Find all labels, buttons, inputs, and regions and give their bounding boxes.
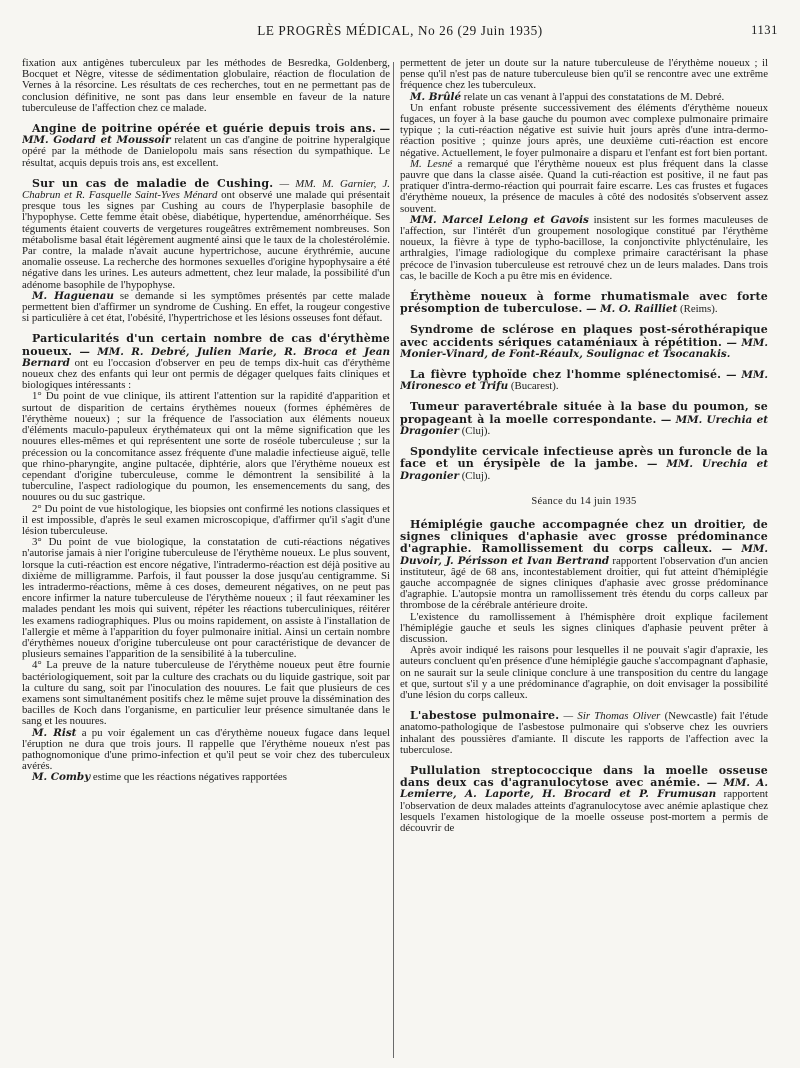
article-hemiplegie	[400, 519, 768, 701]
article-angine	[22, 123, 390, 169]
article-spondylite	[400, 446, 768, 482]
article-place: (Cluj).	[459, 424, 491, 437]
article-authors: — MM. M. Garnier, J. Chabrun et R. Fasquelle Saint-Yves Ménard	[22, 177, 390, 202]
discussion-text: relate un cas venant à l'appui des constatations de M. Debré.	[461, 90, 725, 103]
discussant-name: MM. Marcel Lelong et Gavois	[410, 213, 589, 226]
article-place: (Reims).	[677, 303, 718, 316]
discussant-name: M. Haguenau	[32, 289, 114, 302]
right-column	[400, 58, 768, 1060]
article-text: ont observé une malade qui présentait presque tous les signes par Cushing au cours de l'hyperplasie basophile de l'hypophyse. Cette femme était obèse, diabétique, hypertendue, aménorrhéique. Ses téguments étaient couverts de vergetures rougeâtres extrêmement nombreuses. Son métabolisme basal était légèrement augmenté ainsi que le taux de la cholestérolémie. Par contre, la malade n'avait aucune hypertrichose, aucune érythrémie, aucune anomalie osseuse. La recherche des hormones sexuelles d'origine hypophysaire a été négative dans les urines. Les auteurs admettent, chez leur malade, la possibilité d'un adénome basophile de l'hypophyse.	[22, 189, 390, 291]
article-text: rapportent l'observation d'un ancien instituteur, âgé de 68 ans, incontestablement droitier, qui fut atteint d'hémiplégie gauche accompagnée de signes cliniques d'aphasie avec grosse prédominance d'agraphie. L'autopsie montra un ramollissement très étendu du corps calleux par thrombose de la cérébrale antérieure droite.	[400, 554, 768, 612]
article-authors: — MM. Godard et Moussoir	[22, 123, 390, 147]
article-typhoide	[400, 369, 768, 392]
article-pullulation	[400, 765, 768, 834]
discussant-name: M. Rist	[32, 726, 77, 739]
article-place: (Cluj).	[459, 469, 491, 482]
article-erytheme-noueux	[22, 333, 390, 783]
article-erytheme-rhumatismal	[400, 291, 768, 315]
continued-paragraph: permettent de jeter un doute sur la nature tuberculeuse de l'érythème noueux ; il pense qu'il n'est pas de nature tuberculeuse bien qu'il se rencontre avec une extrême fréquence chez les tuberculeux.	[400, 58, 768, 92]
article-title: Syndrome de sclérose en plaques post-sérothérapique avec accidents sériques cataméniaux à répétition.	[400, 323, 768, 349]
article-title: Angine de poitrine opérée et guérie depuis trois ans.	[32, 122, 376, 136]
discussion-text: a pu voir également un cas d'érythème noueux fugace dans lequel l'éruption ne dura que trois jours. Il rappelle que l'érythème noueux n'est pas pathognomonique d'une primo-infection et qu'il peut se voir chez des tuberculeux avérés.	[22, 726, 390, 773]
article-authors: — MM. Duvoir, J. Périsson et Ivan Bertrand	[400, 543, 768, 567]
article-title: Hémiplégie gauche accompagnée chez un droitier, de signes cliniques d'aphasie avec grosse prédominance d'agraphie. Ramollissement du corps calleux.	[400, 517, 768, 556]
running-title: LE PROGRÈS MÉDICAL, No 26 (29 Juin 1935)	[257, 23, 543, 38]
point-bacteriologique: 4° La preuve de la nature tuberculeuse de l'érythème noueux peut être fournie bactériologiquement, soit par la culture des crachats ou du liquide gastrique, soit par la culture du sang, soit par l'inoculation des nouures. Le fait que plusieurs de ces examens sont simultanément positifs chez le même sujet prouve la dissémination des bacilles de Koch dans l'organisme, en particulier leur présence simultanée dans le sang et les nouures.	[22, 659, 390, 728]
point-biologique: 3° Du point de vue biologique, la constatation de cuti-réactions négatives n'autorise jamais à nier l'origine tuberculeuse de l'érythème noueux. Le plus souvent, lorsque la cuti-réaction est encore négative, l'intradermo-réaction est déjà positive au dixième de milligramme. Parfois, il faut pousser la dose jusqu'au centigramme. Si les intradermo-réactions, même à ces doses, demeurent négatives, on ne peut pas encore infirmer la nature tuberculeuse de l'érythème noueux ; il faut réexaminer les malades pendant les mois qui suivent, répéter les réactions tuberculiniques, réitérer les examens radiographiques. Plus ou moins rapidement, on assiste à l'installation de l'allergie et même à l'apparition du foyer pulmonaire initial. Ainsi un certain nombre d'érythèmes noueux d'origine tuberculeuse ont pour caractéristique de devancer de plusieurs semaines l'apparition de la sensibilité à la tuberculine.	[22, 536, 390, 661]
article-authors: — M. O. Railliet	[582, 303, 678, 316]
article-title: Spondylite cervicale infectieuse après un furoncle de la face et un érysipèle de la jambe.	[400, 445, 768, 471]
discussant-name: M. Comby	[32, 771, 91, 784]
page-number: 1131	[751, 23, 778, 37]
article-paragraph: Après avoir indiqué les raisons pour lesquelles il ne pouvait s'agir d'apraxie, les auteurs concluent qu'en présence d'une hémiplégie gauche s'accompagnant d'aphasie, on ne saurait sur la seule clinique conclure à une transposition du centre du langage et que, surtout s'il y a une prédominance d'agraphie, on doit envisager la possibilité d'une lésion du corps calleux.	[400, 644, 768, 701]
article-title: Sur un cas de maladie de Cushing.	[32, 176, 274, 190]
article-title: Érythème noueux à forme rhumatismale avec forte présomption de tuberculose.	[400, 290, 768, 316]
article-title: L'abestose pulmonaire.	[410, 709, 560, 723]
page-header	[22, 20, 778, 42]
article-place: (Bucarest).	[508, 380, 559, 393]
article-authors: — Sir Thomas Oliver	[559, 710, 661, 723]
article-title: La fièvre typhoïde chez l'homme splénectomisé.	[410, 368, 722, 382]
article-text: rapportent l'observation de deux malades atteints d'agranulocytose avec anémie aplastique chez lesquels l'examen histologique de la moelle osseuse post-mortem a permis de découvrir de	[400, 788, 768, 834]
article-authors: — MM. Monier-Vinard, de Font-Réaulx, Soulignac et Tsocanakis.	[400, 336, 768, 360]
column-divider	[393, 62, 394, 1058]
article-asbestose	[400, 710, 768, 756]
discussant-name: M. Brûlé	[410, 90, 462, 103]
continued-paragraph: fixation aux antigènes tuberculeux par les méthodes de Besredka, Goldenberg, Bocquet et Nègre, vitesse de sédimentation globulaire, réaction de floculation de Vernes à la résorcine. Les résultats de ces recherches, tout en ne permettant pas de conclusion définitive, ne sont pas dans leur ensemble en faveur de la nature tuberculeuse de l'affection chez ce malade.	[22, 58, 390, 114]
article-paragraph: L'existence du ramollissement à l'hémisphère droit explique facilement l'hémiplégie gauche et seuls les signes cliniques d'aphasie peuvent prêter à discussion.	[400, 610, 768, 645]
article-cushing	[22, 178, 390, 325]
article-text: relatent un cas d'angine de poitrine hyperalgique opéré par la méthode de Danielopolu mais sans résection du sympathique. Le résultat, acquis depuis trois ans, est excellent.	[22, 134, 390, 169]
article-authors: — MM. Urechia et Dragonier	[400, 413, 768, 437]
point-histologique: 2° Du point de vue histologique, les biopsies ont confirmé les notions classiques et il est impossible, d'après le seul examen microscopique, d'affirmer qu'il s'agit d'une lésion tuberculeuse.	[22, 502, 390, 537]
discussant-name: M. Lesné	[410, 157, 453, 170]
point-clinique: 1° Du point de vue clinique, ils attirent l'attention sur la rapidité d'apparition et surtout de disparition de certains érythèmes noueux (formes éphémères de l'érythème noueux) ; sur la fréquence de l'association aux éléments noueux d'éléments maculo-papuleux érythémateux qui ont la même signification que les nouures elles-mêmes et qui représentent une sorte de roséole tuberculeuse ; sur la précession ou la concomitance assez fréquente d'une maladie infectieuse aiguë, telle que rhino-pharyngite, angine pultacée, diphtérie, alors que l'érythème noueux est cependant d'origine tuberculeuse, comme le démontrent la sensibilité à la tuberculine, l'aspect radiologique du poumon, les ensemencements du sang, des nouures ou du suc gastrique.	[22, 390, 390, 504]
discussion-text: se demande si les symptômes présentés par cette malade permettent bien d'affirmer un syndrome de Cushing. En effet, la rougeur congestive si particulière à cet état, l'obésité, l'hypertrichose et les lésions osseuses font défaut.	[22, 289, 390, 325]
discussion-text: a remarqué que l'érythème noueux est plus fréquent dans la classe pauvre que dans la classe aisée. Quand la cuti-réaction est positive, il ne faut pas pratiquer d'intra-dermo-réaction qui pourrait faire escarre. Les cas frustes et fugaces d'érythème noueux, la présence de macules à côté des nodosités s'observent assez souvent.	[400, 157, 768, 215]
session-date: Séance du 14 juin 1935	[531, 495, 637, 507]
article-authors: — MM. R. Debré, Julien Marie, R. Broca et Jean Bernard	[22, 345, 390, 369]
discussion-text: estime que les réactions négatives rapportées	[90, 771, 287, 784]
case-paragraph: Un enfant robuste présente successivement des éléments d'érythème noueux fugaces, un foyer à la base gauche du poumon avec complexe pulmonaire primaire typique ; la cuti-réaction négative est suivie huit jours après d'une intra-dermo-réaction positive ; quinze jours après, une deuxième cuti-réaction est encore négative. Actuellement, le foyer pulmonaire a disparu et l'enfant est fort bien portant.	[400, 101, 768, 159]
article-sclerose	[400, 324, 768, 360]
left-column	[22, 58, 390, 1060]
article-tumeur	[400, 401, 768, 437]
article-authors: — MM. A. Lemierre, A. Laporte, H. Brocard et P. Frumusan	[400, 777, 768, 801]
article-title: Tumeur paravertébrale située à la base du poumon, se propageant à la moelle correspondante.	[400, 400, 768, 426]
article-title: Particularités d'un certain nombre de cas d'érythème noueux.	[22, 332, 390, 358]
article-text: ont eu l'occasion d'observer en peu de temps dix-huit cas d'érythème noueux chez des enfants qui leur ont permis de dégager quelques faits cliniques et biologiques intéressants :	[22, 356, 390, 392]
discussion-text: insistent sur les formes maculeuses de l'affection, sur l'intérêt d'un groupement nosologique constitué par l'érythème noueux, la fièvre à type de typho-bacillose, la conjonctivite phlycténulaire, les arthralgies, l'image radiologique du complexe primaire caractérisant la phase précoce de l'invasion tuberculeuse est retrouvé chez un de leurs malades. Dans trois cas, le bacille de Koch a pu être mis en évidence.	[400, 213, 768, 282]
article-authors: — MM. Mironesco et Trifu	[400, 369, 768, 393]
article-text: (Newcastle) fait l'étude anatomo-pathologique de l'asbestose pulmonaire qui s'observe chez les ouvriers inhalant des poussières d'amiante. Il discute les rapports de l'affection avec la tuberculose.	[400, 710, 768, 756]
article-title: Pullulation streptococcique dans la moelle osseuse dans deux cas d'agranulocytose avec anémie.	[400, 763, 768, 790]
article-authors: — MM. Urechia et Dragonier	[400, 458, 768, 482]
